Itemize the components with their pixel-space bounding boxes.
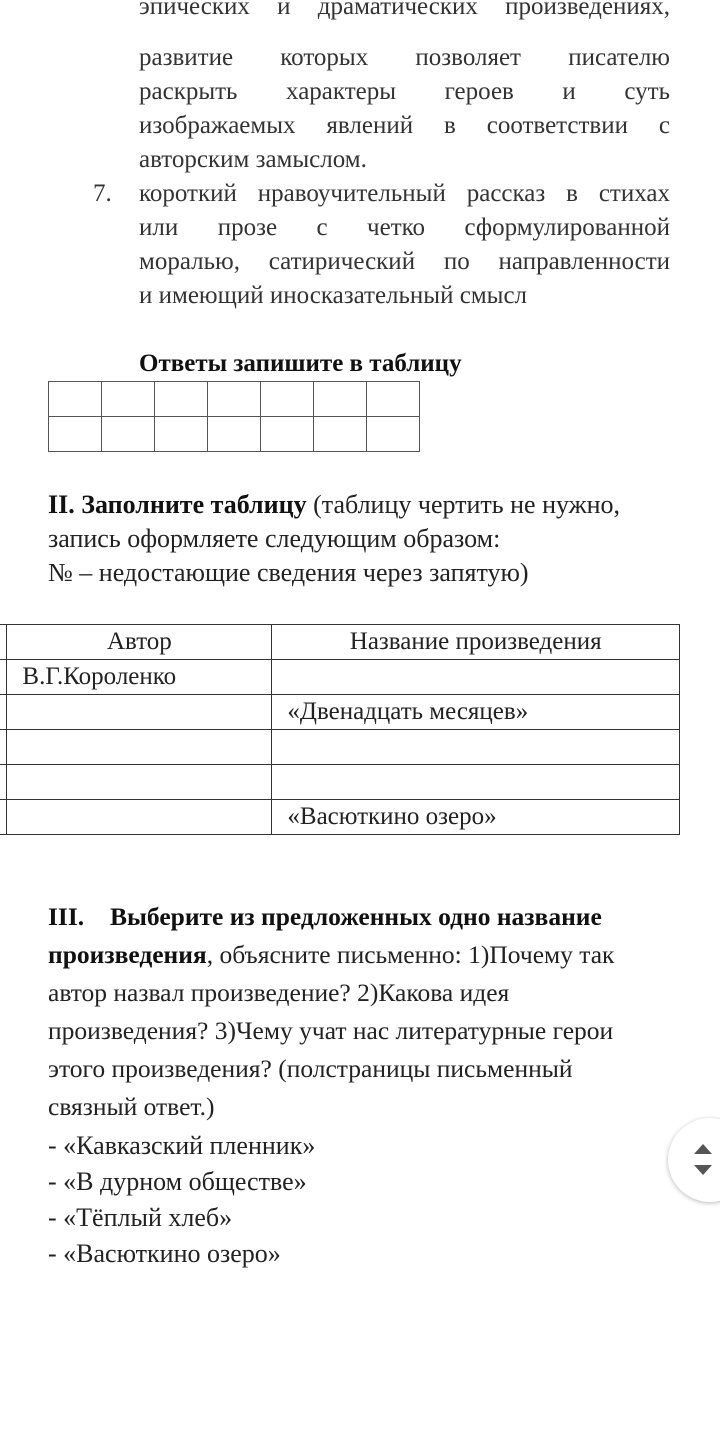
answer-cell	[314, 382, 367, 417]
section2-heading	[48, 488, 688, 522]
item7-number: 7.	[93, 180, 112, 207]
item6-partial-line: эпических и драматических произведениях,	[139, 0, 670, 20]
section3-rest-2: , объясните письменно: 1)Почему так	[206, 940, 615, 969]
table-number-cell	[0, 625, 7, 660]
section3-text	[48, 898, 688, 1126]
item7-line-2: или прозе с четко сформулированной	[139, 214, 670, 241]
table-row	[0, 800, 680, 835]
section2-line-3: № – недостающие сведения через запятую)	[48, 558, 529, 587]
table-number-cell	[0, 800, 7, 835]
answer-cell	[261, 417, 314, 452]
table-row	[0, 765, 680, 800]
answer-cell	[102, 417, 155, 452]
table-row	[0, 660, 680, 695]
section3-bold-1: Выберите из предложенных одно название	[110, 902, 602, 931]
answer-cell	[49, 417, 102, 452]
section3-line-5: этого произведения? (полстраницы письменный	[48, 1054, 573, 1083]
table-number-cell	[0, 660, 7, 695]
table-cell-author	[7, 695, 272, 730]
table-number-cell	[0, 695, 7, 730]
table-number-cell	[0, 730, 7, 765]
item6-line-2: раскрыть характеры героев и суть	[139, 78, 670, 105]
item6-line-3: изображаемых явлений в соответствии с	[139, 112, 670, 139]
table-cell-title: «Васюткино озеро»	[272, 800, 680, 835]
section3-line-4: произведения? 3)Чему учат нас литературные герои	[48, 1016, 614, 1045]
table-cell-author: В.Г.Короленко	[7, 660, 272, 695]
section2-heading-bold: II. Заполните таблицу	[48, 490, 307, 519]
table-header-author: Автор	[7, 625, 272, 660]
table-number-cell	[0, 765, 7, 800]
section3-line-6: связный ответ.)	[48, 1092, 215, 1121]
table-row	[0, 695, 680, 730]
answer-cell	[367, 382, 420, 417]
table-cell-title: «Двенадцать месяцев»	[272, 695, 680, 730]
item7-line-3: моралью, сатирический по направленности	[139, 248, 670, 275]
author-work-table	[0, 624, 680, 835]
list-item: - «Кавказский пленник»	[48, 1131, 316, 1160]
item7-line-4: и имеющий иносказательный смысл	[139, 282, 528, 309]
works-list	[48, 1128, 315, 1272]
section3-roman: III.	[48, 902, 85, 931]
item6-line-1: развитие которых позволяет писателю	[139, 44, 670, 71]
list-item: - «Тёплый хлеб»	[48, 1203, 233, 1232]
answer-cell	[155, 382, 208, 417]
section3-line-1	[48, 898, 688, 936]
list-item: - «В дурном обществе»	[48, 1167, 307, 1196]
table-row	[0, 730, 680, 765]
answer-cell	[208, 417, 261, 452]
answers-grid-row	[49, 382, 420, 417]
answers-grid	[48, 381, 420, 452]
answer-cell	[261, 382, 314, 417]
answers-grid-row	[49, 417, 420, 452]
list-item: - «Васюткино озеро»	[48, 1239, 281, 1268]
section2-heading-rest: (таблицу чертить не нужно,	[306, 490, 621, 519]
section3-bold-2: произведения	[48, 940, 207, 969]
chevron-down-icon	[694, 1165, 712, 1175]
table-cell-author	[7, 730, 272, 765]
scroll-button[interactable]	[668, 1118, 720, 1202]
section3-line-2	[48, 936, 688, 974]
section3-line-3: автор назвал произведение? 2)Какова идея	[48, 978, 510, 1007]
table-cell-title	[272, 765, 680, 800]
table-cell-author	[7, 765, 272, 800]
chevron-up-icon	[694, 1144, 712, 1154]
table-header-row	[0, 625, 680, 660]
answer-cell	[367, 417, 420, 452]
table-cell-author	[7, 800, 272, 835]
answers-heading: Ответы запишите в таблицу	[139, 350, 462, 377]
item7-line-1: короткий нравоучительный рассказ в стихах	[139, 180, 670, 207]
answer-cell	[314, 417, 367, 452]
answer-cell	[155, 417, 208, 452]
table-cell-title	[272, 730, 680, 765]
section2-line-2: запись оформляете следующим образом:	[48, 524, 501, 553]
table-cell-title	[272, 660, 680, 695]
answer-cell	[102, 382, 155, 417]
answer-cell	[49, 382, 102, 417]
answer-cell	[208, 382, 261, 417]
item6-line-4: авторским замыслом.	[139, 146, 367, 173]
table-header-title: Название произведения	[272, 625, 680, 660]
